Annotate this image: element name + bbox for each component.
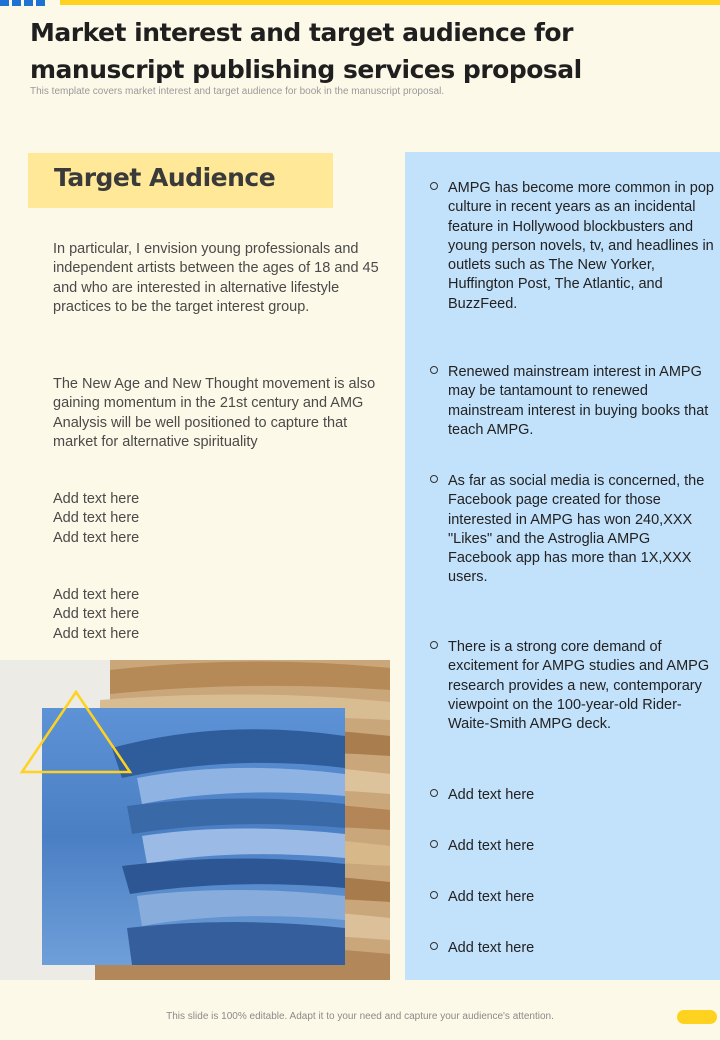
bullet-text: There is a strong core demand of excitement for AMPG studies and AMPG research provides a new, contemporary viewpoint on the 100-year-old Rider-Waite-Smith AMPG deck. — [448, 639, 710, 733]
bullet-item — [430, 786, 715, 805]
hollow-circle-bullet-icon — [430, 475, 438, 483]
bullet-item — [430, 638, 715, 734]
audience-paragraph-1: In particular, I envision young professionals and independent artists between the ages of 18 and 45 and who are interested in alternative lifestyle practices to be the target interest group. — [53, 241, 379, 315]
bullet-item — [430, 939, 715, 958]
bullet-text: Renewed mainstream interest in AMPG may be tantamount to renewed mainstream interest in buying books that teach AMPG. — [448, 364, 709, 438]
bullet-text: Add text here — [448, 940, 535, 956]
target-audience-heading-box — [28, 153, 333, 208]
add-text-group-1 — [53, 490, 139, 548]
stripe — [0, 0, 9, 6]
bullet-text: Add text here — [448, 787, 535, 803]
hollow-circle-bullet-icon — [430, 366, 438, 374]
bullet-text: As far as social media is concerned, the Facebook page created for those interested in AMPG has won 240,XXX "Likes" and the Astroglia AMPG Facebook app has more than 1X,XXX users. — [448, 473, 705, 586]
audience-paragraph-2: The New Age and New Thought movement is also gaining momentum in the 21st century and AMG Analysis will be well positioned to capture that market for alternative spirituality — [53, 376, 376, 450]
page-title: Market interest and target audience for manuscript publishing services proposal — [30, 18, 582, 84]
add-text-line: Add text here — [53, 510, 140, 527]
bullet-text: AMPG has become more common in pop culture in recent years as an incidental feature in Hollywood blockbusters and young person novels, tv, and headlines in outlets such as The New Yorker, Huffington Post, The Atlantic, and BuzzFeed. — [448, 180, 714, 312]
manuscript-stack-photo — [0, 660, 390, 980]
stripe — [24, 0, 33, 6]
hollow-circle-bullet-icon — [430, 891, 438, 899]
bullet-text: Add text here — [448, 838, 535, 854]
bullet-item — [430, 472, 715, 588]
hollow-circle-bullet-icon — [430, 840, 438, 848]
bullet-item — [430, 363, 715, 440]
top-stripes-decoration — [0, 0, 45, 6]
add-text-line: Add text here — [53, 529, 140, 546]
add-text-line: Add text here — [53, 625, 140, 642]
footer-note: This slide is 100% editable. Adapt it to your need and capture your audience's attention. — [166, 1011, 554, 1022]
market-interest-panel — [405, 152, 720, 980]
add-text-line: Add text here — [53, 491, 140, 507]
footer-pill-decoration — [677, 1010, 717, 1024]
bullet-item — [430, 179, 715, 314]
stripe — [36, 0, 45, 6]
hollow-circle-bullet-icon — [430, 182, 438, 190]
add-text-line: Add text here — [53, 587, 140, 603]
hollow-circle-bullet-icon — [430, 789, 438, 797]
bullet-item — [430, 888, 715, 907]
page-subtitle: This template covers market interest and target audience for book in the manuscript proposal. — [30, 86, 445, 97]
triangle-outline-decoration — [16, 688, 136, 778]
add-text-group-2 — [53, 586, 139, 644]
hollow-circle-bullet-icon — [430, 942, 438, 950]
target-audience-heading: Target Audience — [54, 163, 276, 192]
bullet-text: Add text here — [448, 889, 535, 905]
add-text-line: Add text here — [53, 606, 140, 623]
stripe — [12, 0, 21, 6]
top-accent-bar — [60, 0, 720, 5]
hollow-circle-bullet-icon — [430, 641, 438, 649]
bullet-item — [430, 837, 715, 856]
